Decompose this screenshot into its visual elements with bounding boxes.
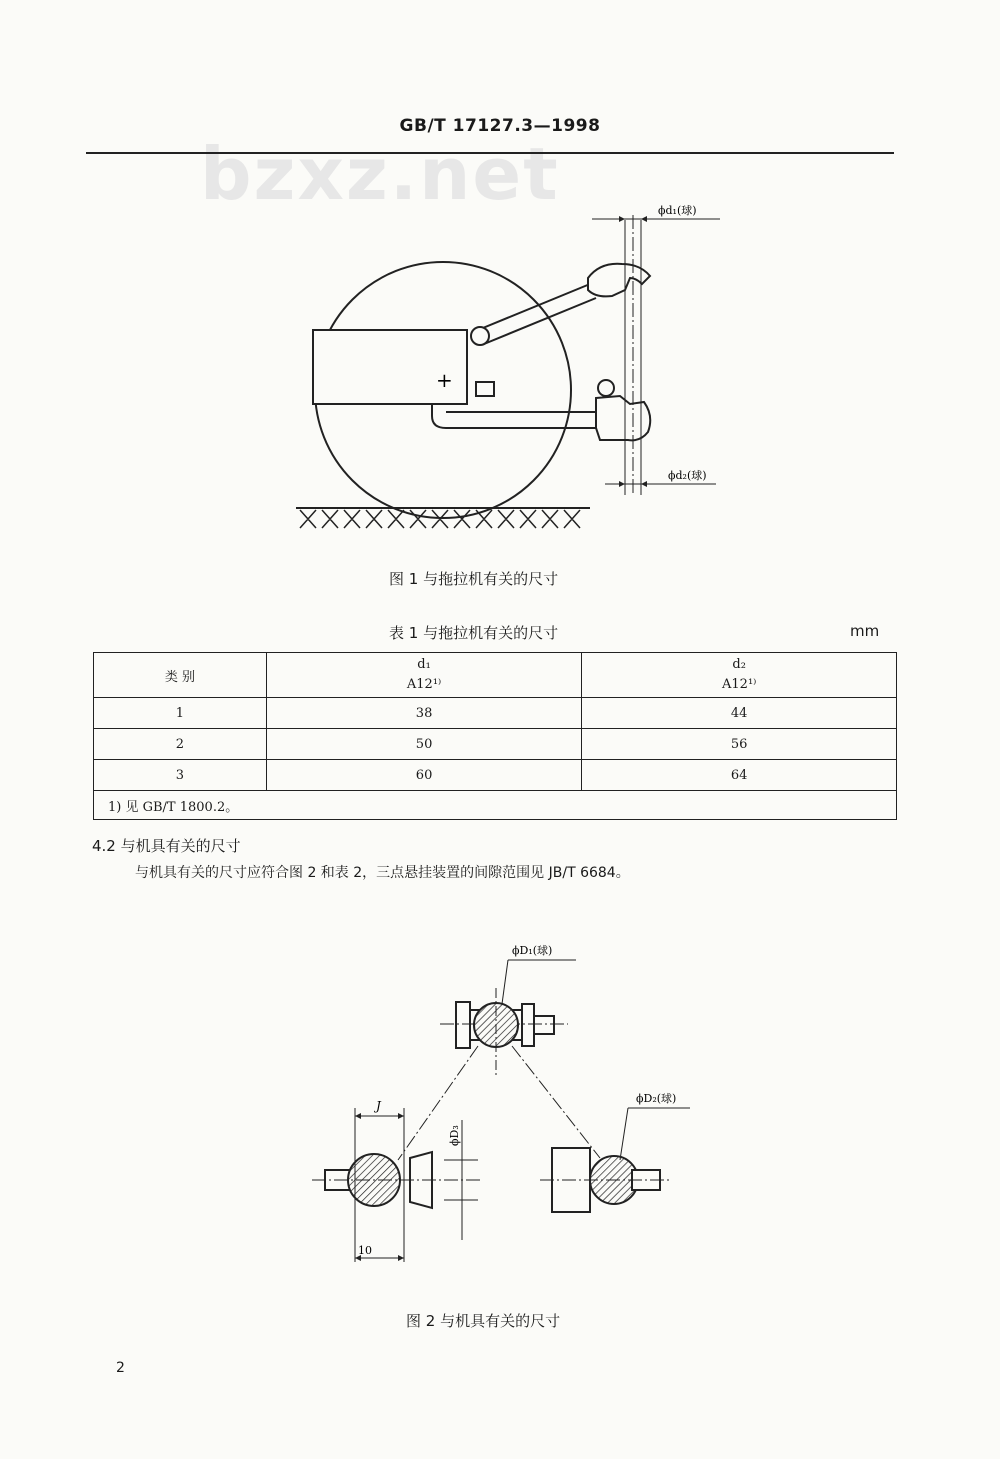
table-1-unit: mm [850,622,880,640]
label-d2: ϕd₂(球) [668,469,707,482]
cell-category: 2 [94,729,267,760]
cell-d1: 60 [266,760,582,791]
header-d1-symbol: d₁ [417,657,431,672]
section-paragraph: 与机具有关的尺寸应符合图 2 和表 2，三点悬挂装置的间隙范围见 JB/T 6684。 [135,865,630,881]
section-heading: 4.2 与机具有关的尺寸 [92,837,241,855]
cell-d2: 64 [582,760,897,791]
label-D1: ϕD₁(球) [512,944,553,957]
table-1-title: 表 1 与拖拉机有关的尺寸 [389,624,559,642]
plus-mark: + [436,368,453,392]
header-d2-symbol: d₂ [732,657,746,672]
figure-2-caption: 图 2 与机具有关的尺寸 [406,1312,561,1330]
label-D2: ϕD₂(球) [636,1092,677,1105]
header-d1-tolerance: A12¹⁾ [406,677,442,692]
watermark: bzxz.net [200,132,560,216]
cell-category: 1 [94,698,267,729]
page-number: 2 [116,1360,125,1376]
cell-d2: 44 [582,698,897,729]
label-10: 10 [358,1244,372,1257]
label-d1: ϕd₁(球) [658,204,697,217]
label-J: J [376,1099,381,1113]
standard-code: GB/T 17127.3—1998 [399,116,601,136]
label-D3: ϕD₃ [448,1125,461,1146]
cell-d1: 38 [266,698,582,729]
cell-d1: 50 [266,729,582,760]
header-d2-tolerance: A12¹⁾ [722,677,757,692]
cell-d2: 56 [582,729,897,760]
figure-1-caption: 图 1 与拖拉机有关的尺寸 [389,570,559,588]
cell-category: 3 [94,760,267,791]
table-footnote: 1) 见 GB/T 1800.2。 [94,791,897,820]
header-category: 类 别 [94,653,267,698]
